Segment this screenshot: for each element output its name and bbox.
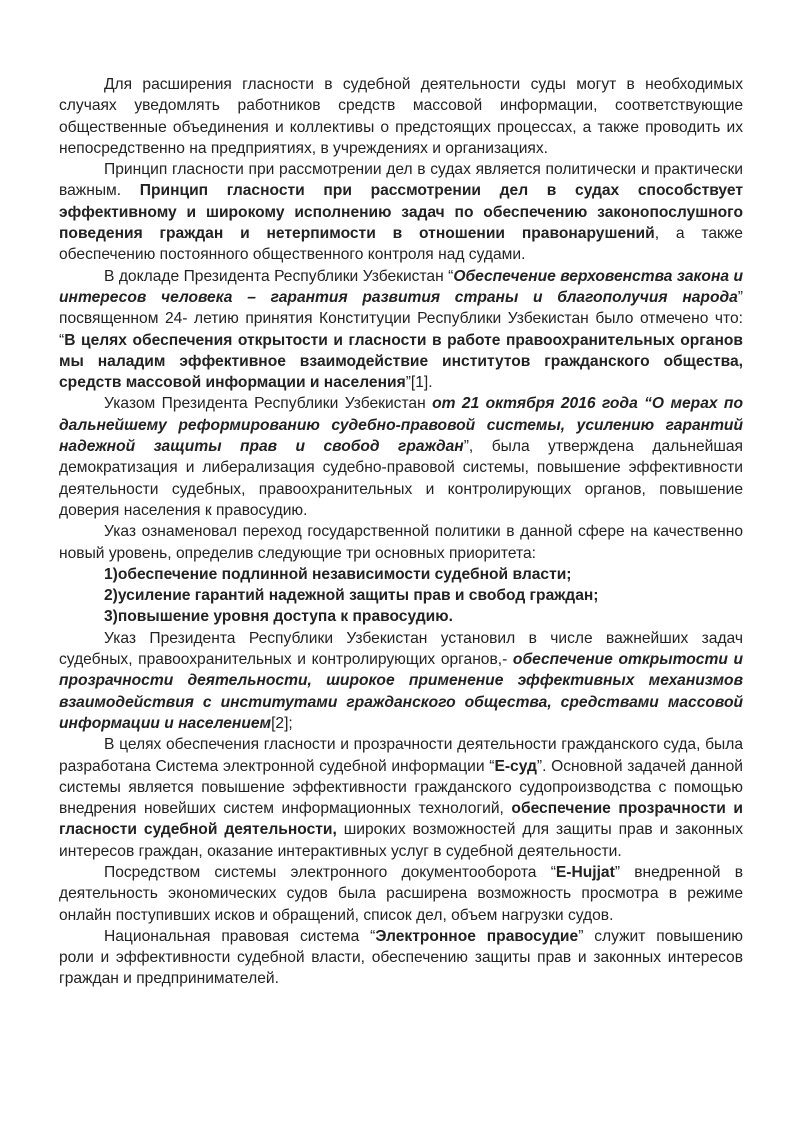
body-text: ” внедренной в деятельность экономических судов была расширена возможность просмотра в режиме онлайн поступивших исков и обращений, список дел, объем нагрузки судов. xyxy=(59,863,743,924)
bold-text: обеспечение прозрачности и гласности судебной деятельности, xyxy=(59,800,743,839)
bold-text: Электронное правосудие xyxy=(375,927,579,945)
paragraph-e-hujjat xyxy=(59,862,743,926)
bold-text: 1)обеспечение подлинной независимости судебной власти; xyxy=(104,565,572,583)
bold-text: 2)усиление гарантий надежной защиты прав и свобод граждан; xyxy=(104,587,599,605)
body-text: Указом Президента Республики Узбекистан xyxy=(104,395,433,413)
body-text: Указ Президента Республики Узбекистан установил в числе важнейших задач судебных, правоохранительных и контролирующих органов,- xyxy=(59,629,743,669)
body-text: Принцип гласности при рассмотрении дел в судах является политически и практически важным. xyxy=(59,161,743,200)
priority-item-2 xyxy=(59,585,743,606)
body-text: ” посвященном 24- летию принятия Конституции Республики Узбекистан было отмечено что: “ xyxy=(59,288,743,349)
bold-text: 3)повышение уровня доступа к правосудию. xyxy=(104,608,453,626)
bold-text: Е-суд xyxy=(494,757,537,775)
paragraph-glasnost-media xyxy=(59,74,743,159)
body-text: , а также обеспечению постоянного общественного контроля над судами. xyxy=(59,225,743,264)
body-text: Посредством системы электронного документооборота “ xyxy=(104,863,556,881)
body-text: В целях обеспечения гласности и прозрачности деятельности гражданского суда, была разработана Система электронной судебной информации “ xyxy=(59,736,743,775)
body-text: [2]; xyxy=(271,714,293,732)
bold-italic-text: от 21 октября 2016 года “О мерах по дальнейшему реформированию судебно-правовой системы, усилению гарантий надежной защиты прав и свобод граждан xyxy=(59,395,743,456)
paragraph-decree-tasks xyxy=(59,628,743,734)
body-text: Национальная правовая система “ xyxy=(104,927,376,945)
paragraph-e-justice xyxy=(59,926,743,990)
body-text: ” служит повышению роли и эффективности судебной власти, обеспечению защиты прав и законных интересов граждан и предпринимателей. xyxy=(59,927,744,988)
body-text: ”, была утверждена дальнейшая демократизация и либерализация судебно-правовой системы, повышение эффективности деятельности судебных, правоохранительных и контролирующих органов, повышение доверия населения к правосудию. xyxy=(59,438,743,519)
paragraph-e-sud xyxy=(59,734,743,862)
paragraph-president-report xyxy=(59,266,743,394)
bold-italic-text: Обеспечение верховенства закона и интересов человека – гарантия развития страны и благополучия народа xyxy=(59,267,743,306)
bold-text: В целях обеспечения открытости и гласности в работе правоохранительных органов мы наладим эффективное взаимодействие институтов гражданского общества, средств массовой информации и населения xyxy=(59,331,743,392)
body-text: Для расширения гласности в судебной деятельности суды могут в необходимых случаях уведомлять работников средств массовой информации, соответствующие общественные объединения и коллективы о предстоящих процессах, а также проводить их непосредственно на предприятиях, в учреждениях и организациях. xyxy=(59,76,743,157)
priority-item-3 xyxy=(59,606,743,627)
bold-italic-text: обеспечение открытости и прозрачности деятельности, широкое применение эффективных механизмов взаимодействия с институтами гражданского общества, средствами массовой информации и населением xyxy=(59,651,743,732)
paragraph-decree-priorities-intro xyxy=(59,521,743,564)
priority-item-1 xyxy=(59,564,743,585)
body-text: В докладе Президента Республики Узбекистан “ xyxy=(104,267,454,285)
bold-text: Принцип гласности при рассмотрении дел в судах способствует эффективному и широкому исполнению задач по обеспечению законопослушного поведения граждан и нетерпимости в отношении правонарушений xyxy=(59,182,743,243)
paragraph-decree-2016 xyxy=(59,393,743,521)
body-text: Указ ознаменовал переход государственной политики в данной сфере на качественно новый уровень, определив следующие три основных приоритета: xyxy=(59,523,743,562)
body-text: ”[1]. xyxy=(405,374,433,392)
bold-text: E-Hujjat xyxy=(555,863,615,881)
body-text: ”. Основной задачей данной системы является повышение эффективности гражданского судопроизводства с помощью внедрения новейших систем информационных технологий, xyxy=(59,757,743,818)
document-page xyxy=(59,74,743,990)
body-text: широких возможностей для защиты прав и законных интересов граждан, оказание интерактивных услуг в судебной деятельности. xyxy=(59,821,744,860)
paragraph-glasnost-principle xyxy=(59,159,743,265)
